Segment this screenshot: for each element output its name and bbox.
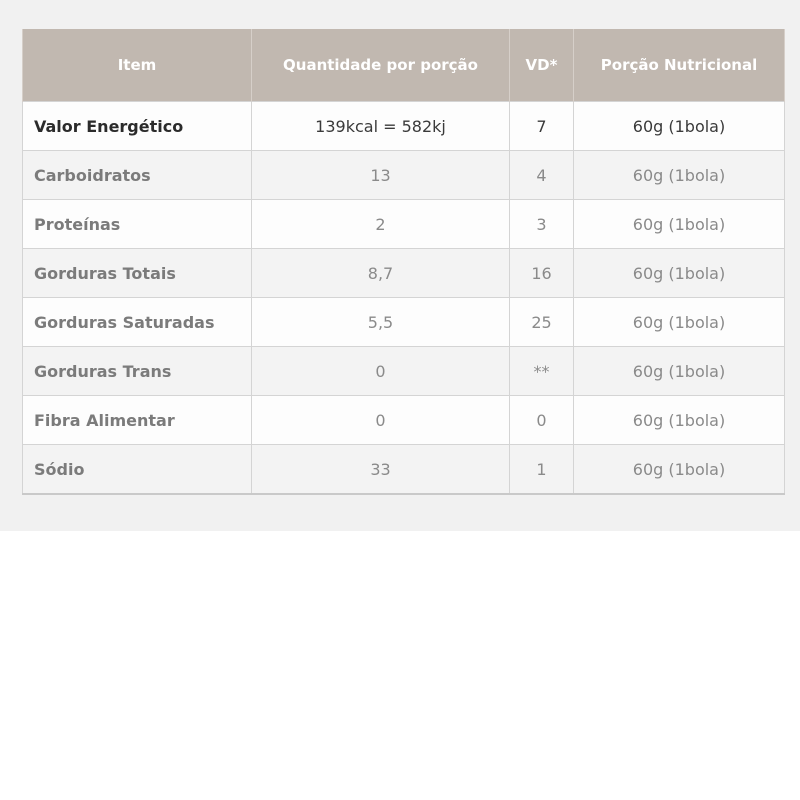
header-quantidade: Quantidade por porção (252, 29, 510, 102)
cell-item: Gorduras Totais (23, 249, 252, 298)
table-row (23, 151, 785, 200)
header-item: Item (23, 29, 252, 102)
cell-vd: 4 (510, 151, 574, 200)
cell-quantidade: 0 (252, 396, 510, 445)
table-header-row (23, 29, 785, 102)
cell-vd: 3 (510, 200, 574, 249)
cell-vd: 0 (510, 396, 574, 445)
nutrition-table (22, 29, 785, 495)
cell-item: Valor Energético (23, 102, 252, 151)
cell-item: Carboidratos (23, 151, 252, 200)
cell-quantidade: 8,7 (252, 249, 510, 298)
cell-vd: 16 (510, 249, 574, 298)
cell-quantidade: 139kcal = 582kj (252, 102, 510, 151)
header-vd: VD* (510, 29, 574, 102)
cell-porcao: 60g (1bola) (574, 298, 785, 347)
table-row (23, 298, 785, 347)
cell-porcao: 60g (1bola) (574, 347, 785, 396)
cell-porcao: 60g (1bola) (574, 151, 785, 200)
cell-porcao: 60g (1bola) (574, 445, 785, 495)
cell-item: Gorduras Trans (23, 347, 252, 396)
cell-vd: 25 (510, 298, 574, 347)
table-row (23, 102, 785, 151)
cell-item: Proteínas (23, 200, 252, 249)
cell-quantidade: 5,5 (252, 298, 510, 347)
cell-vd: ** (510, 347, 574, 396)
table-row (23, 347, 785, 396)
cell-porcao: 60g (1bola) (574, 249, 785, 298)
header-porcao: Porção Nutricional (574, 29, 785, 102)
cell-quantidade: 33 (252, 445, 510, 495)
table-row (23, 445, 785, 495)
cell-item: Sódio (23, 445, 252, 495)
cell-vd: 1 (510, 445, 574, 495)
table-row (23, 396, 785, 445)
cell-quantidade: 0 (252, 347, 510, 396)
cell-porcao: 60g (1bola) (574, 396, 785, 445)
table-row (23, 200, 785, 249)
cell-quantidade: 13 (252, 151, 510, 200)
cell-vd: 7 (510, 102, 574, 151)
cell-porcao: 60g (1bola) (574, 102, 785, 151)
cell-porcao: 60g (1bola) (574, 200, 785, 249)
cell-item: Gorduras Saturadas (23, 298, 252, 347)
cell-item: Fibra Alimentar (23, 396, 252, 445)
table-row (23, 249, 785, 298)
cell-quantidade: 2 (252, 200, 510, 249)
